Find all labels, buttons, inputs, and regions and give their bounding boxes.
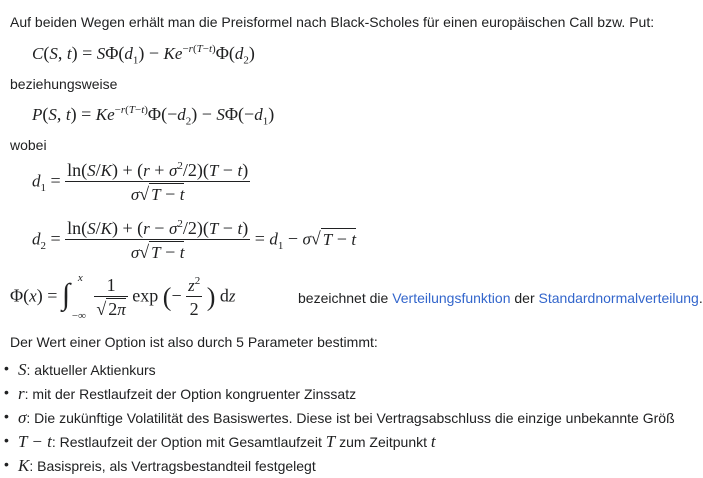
- param-var: σ: [18, 408, 27, 427]
- phi-text-1: bezeichnet die: [298, 290, 389, 306]
- list-item: [18, 384, 356, 404]
- intro-text: Auf beiden Wegen erhält man die Preisformel nach Black-Scholes für einen europäischen Call bzw. Put:: [10, 14, 655, 30]
- d2-formula: $d_2$ = $\frac{\ln(S/K) + (r - \sigma^2/2)(T - t)}{\sigma√ T - t}$ = $d_1 - \sigma√$ T − t: [32, 218, 357, 262]
- d1-formula: $d_1$ = $\frac{\ln(S/K) + (r + \sigma^2/2)(T - t)}{\sigma√ T - t}$: [32, 160, 249, 204]
- param-text-b: zum Zeitpunkt: [339, 434, 428, 450]
- list-item: [18, 432, 436, 452]
- phi-text-3: .: [698, 290, 703, 306]
- param-text: : mit der Restlaufzeit der Option kongruenter Zinssatz: [24, 386, 357, 402]
- verteilungsfunktion-link[interactable]: Verteilungsfunktion: [392, 290, 511, 306]
- wobei-text: wobei: [10, 137, 47, 153]
- param-var-c: t: [430, 432, 436, 451]
- param-text: : Restlaufzeit der Option mit Gesamtlaufzeit: [51, 434, 322, 450]
- list-item: [18, 360, 156, 380]
- phi-formula: Φ(x) = ∫ x −∞ $\frac{1}{√ 2\pi}$ exp (− $\frac{z^2}{2}$ ) dz: [10, 271, 236, 322]
- param-var: S: [18, 360, 27, 379]
- standardnormalverteilung-link[interactable]: Standardnormalverteilung: [538, 290, 699, 306]
- param-var: T − t: [18, 432, 52, 451]
- param-text: : Basispreis, als Vertragsbestandteil festgelegt: [29, 458, 316, 474]
- put-formula: P(S, $t) = Ke^{-r(T-t)}\Phi(-d_2) - S\Phi(-d_1)$: [32, 104, 275, 128]
- param-var: K: [18, 456, 30, 475]
- list-item: [18, 408, 675, 428]
- params-intro-text: Der Wert einer Option ist also durch 5 Parameter bestimmt:: [10, 334, 378, 350]
- param-var: r: [18, 384, 25, 403]
- param-text: : Die zukünftige Volatilität des Basiswertes. Diese ist bei Vertragsabschluss die einzige unbekannte Größ: [26, 410, 675, 426]
- list-item: [18, 456, 316, 476]
- param-text: : aktueller Aktienkurs: [26, 362, 156, 378]
- phi-text-2: der: [514, 290, 535, 306]
- beziehungsweise-text: beziehungsweise: [10, 76, 118, 92]
- phi-description: [298, 290, 703, 306]
- call-formula: C(S, $t) = S\Phi(d_1) - Ke^{-r(T-t)}\Phi(d_2)$: [32, 43, 255, 67]
- param-var-b: T: [325, 432, 336, 451]
